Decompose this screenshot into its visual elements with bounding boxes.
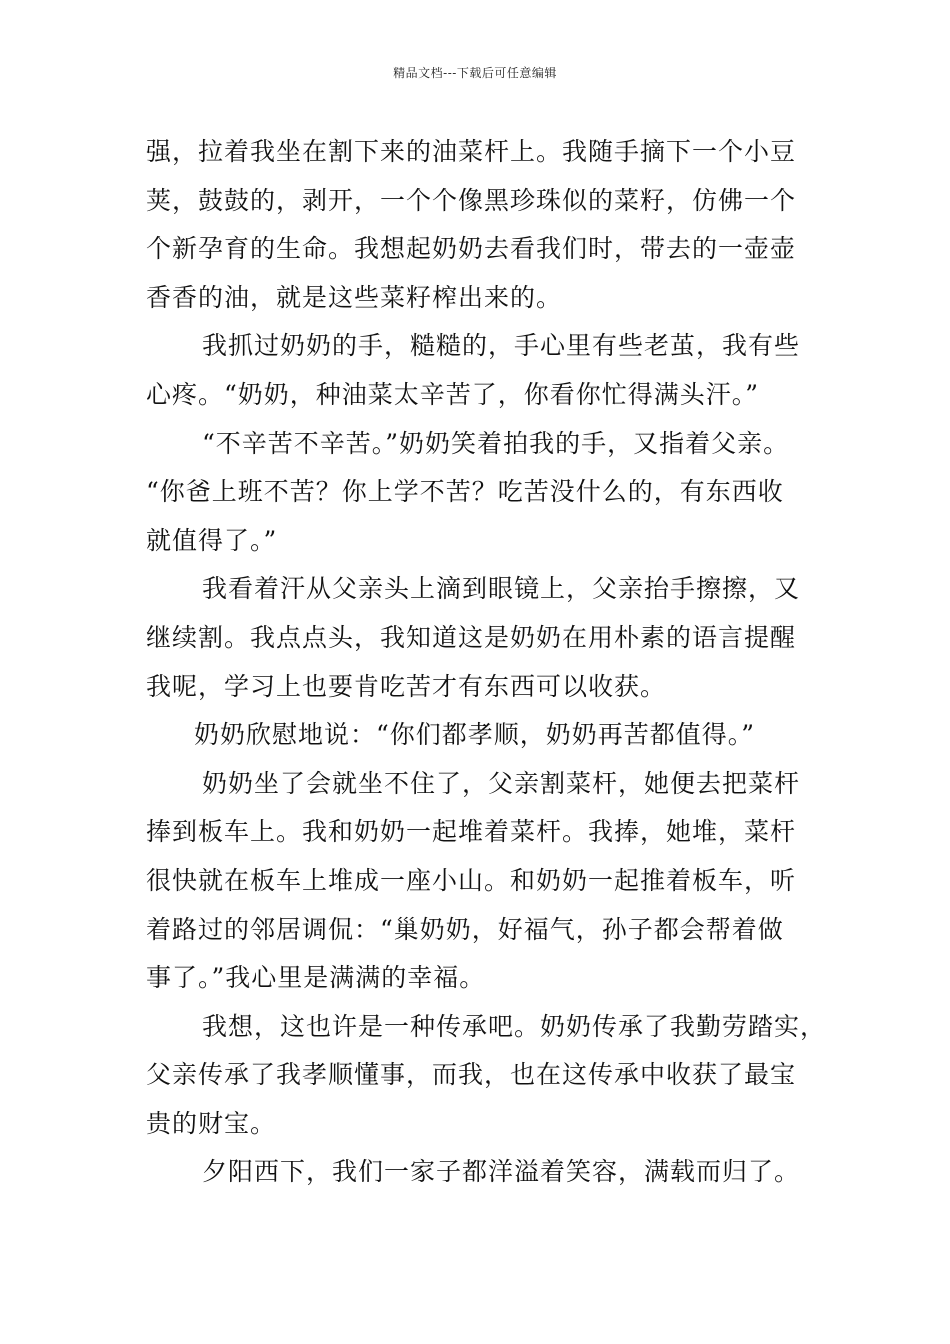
text-line: 心疼。“奶奶，种油菜太辛苦了，你看你忙得满头汗。” <box>146 379 760 409</box>
text-line: 就值得了。” <box>146 525 278 555</box>
text-line: 奶奶欣慰地说：“你们都孝顺，奶奶再苦都值得。” <box>194 720 756 750</box>
text-line: “你爸上班不苦？你上学不苦？吃苦没什么的，有东西收 <box>146 477 784 507</box>
text-line: 荚，鼓鼓的，剥开，一个个像黑珍珠似的菜籽，仿佛一个 <box>146 185 797 215</box>
text-line: 我看着汗从父亲头上滴到眼镜上，父亲抬手擦擦，又 <box>202 574 801 604</box>
text-line: “不辛苦不辛苦。”奶奶笑着拍我的手，又指着父亲。 <box>202 428 790 458</box>
text-line: 贵的财宝。 <box>146 1108 277 1138</box>
text-line: 夕阳西下，我们一家子都洋溢着笑容，满载而归了。 <box>202 1157 801 1187</box>
text-line: 香香的油，就是这些菜籽榨出来的。 <box>146 282 563 312</box>
text-line: 我想，这也许是一种传承吧。奶奶传承了我勤劳踏实， <box>202 1011 827 1041</box>
text-line: 着路过的邻居调侃：“巢奶奶，好福气，孙子都会帮着做 <box>146 914 784 944</box>
page-header: 精品文档---下载后可任意编辑 <box>393 66 557 80</box>
text-line: 我呢，学习上也要肯吃苦才有东西可以收获。 <box>146 671 667 701</box>
text-line: 我抓过奶奶的手，糙糙的，手心里有些老茧，我有些 <box>202 331 801 361</box>
text-line: 继续割。我点点头，我知道这是奶奶在用朴素的语言提醒 <box>146 622 797 652</box>
text-line: 强，拉着我坐在割下来的油菜杆上。我随手摘下一个小豆 <box>146 137 797 166</box>
text-line: 父亲传承了我孝顺懂事，而我，也在这传承中收获了最宝 <box>146 1060 797 1090</box>
document-body <box>146 128 826 1197</box>
text-line: 奶奶坐了会就坐不住了，父亲割菜杆，她便去把菜杆 <box>202 768 801 798</box>
text-line: 个新孕育的生命。我想起奶奶去看我们时，带去的一壶壶 <box>146 234 797 264</box>
text-line: 捧到板车上。我和奶奶一起堆着菜杆。我捧，她堆，菜杆 <box>146 817 797 847</box>
text-line: 事了。”我心里是满满的幸福。 <box>146 963 486 993</box>
text-line: 很快就在板车上堆成一座小山。和奶奶一起推着板车，听 <box>146 865 797 895</box>
